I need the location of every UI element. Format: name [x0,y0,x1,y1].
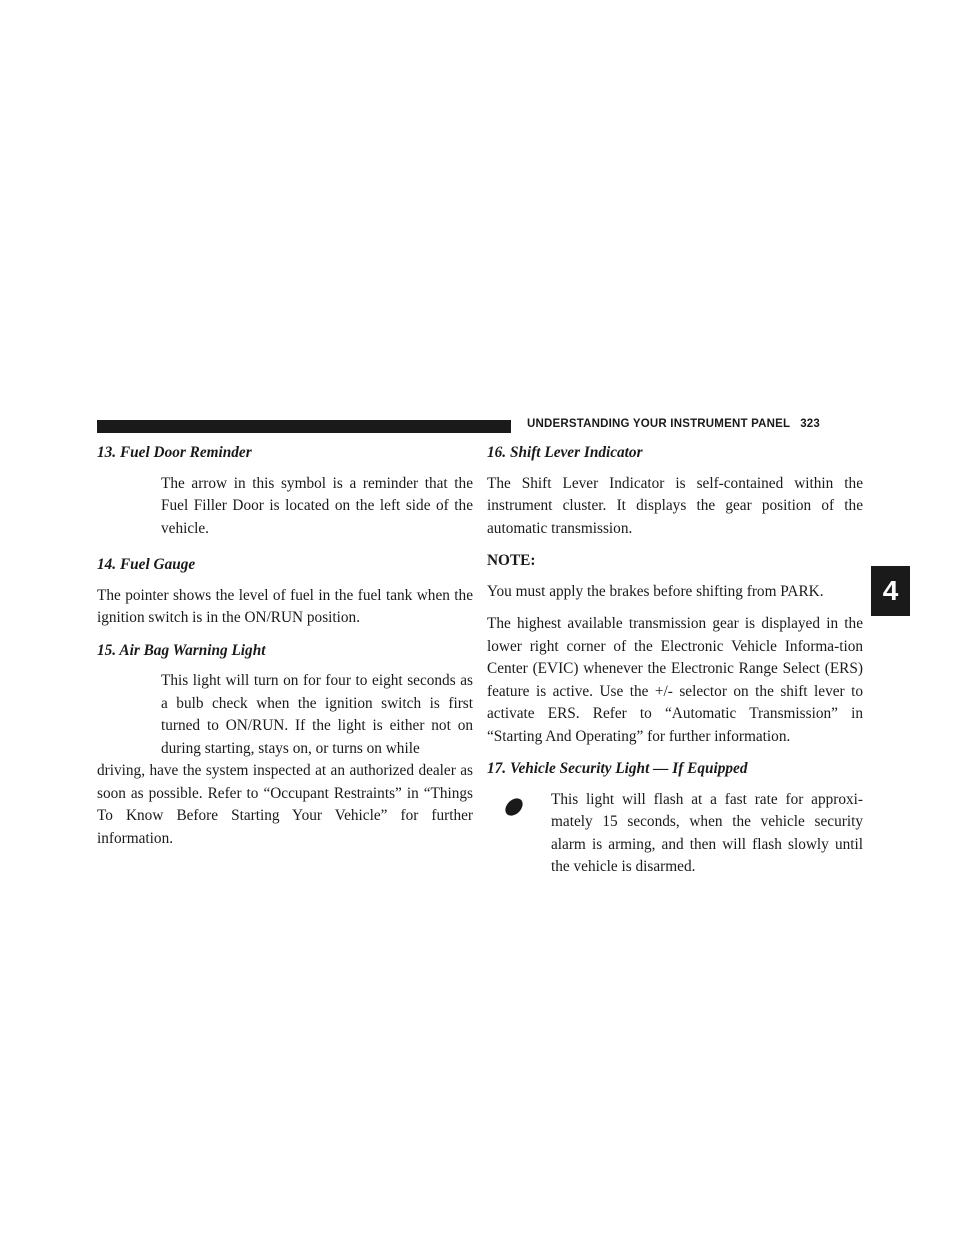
section-14-heading: 14. Fuel Gauge [97,556,196,573]
section-15-text-full: driving, have the system inspected at an authorized dealer as soon as possible. Refer to “Occupant Restraints” in “Things To Know Before Starting Your Vehicle” for further information. [97,762,473,847]
section-16-text-2: The highest available transmission gear is displayed in the lower right corner of the Electronic Vehicle Informa-tion Center (EVIC) whenever the Electronic Range Select (ERS) feature is active. Use the +/- selector on the shift lever to activate ERS. Refer to “Automatic Transmission” in “Starting And Operating” for further information. [487,615,863,745]
section-17-heading: 17. Vehicle Security Light — If Equipped [487,760,748,777]
section-15-text-indented: This light will turn on for four to eight seconds as a bulb check when the ignition switch is first turned to ON/RUN. If the light is either not on during starting, stays on, or turns on while [161,672,473,757]
security-light-icon [502,794,526,818]
section-16-text: The Shift Lever Indicator is self-contained within the instrument cluster. It displays the gear position of the automatic transmission. [487,474,863,537]
header-title: UNDERSTANDING YOUR INSTRUMENT PANEL [527,418,791,430]
section-17-text: This light will flash at a fast rate for approxi-mately 15 seconds, when the vehicle security alarm is arming, and then will flash slowly until the vehicle is disarmed. [551,790,863,875]
section-16-heading: 16. Shift Lever Indicator [487,444,643,461]
section-13-text: The arrow in this symbol is a reminder that the Fuel Filler Door is located on the left side of the vehicle. [161,474,473,537]
running-header [527,418,820,430]
section-15-heading: 15. Air Bag Warning Light [97,641,266,659]
note-label: NOTE: [487,552,536,569]
chapter-tab: 4 [871,566,910,616]
right-column [487,442,863,879]
note-text: You must apply the brakes before shifting from PARK. [487,582,824,600]
page-number: 323 [800,418,820,430]
left-column [97,442,473,860]
section-14-text: The pointer shows the level of fuel in the fuel tank when the ignition switch is in the ON/RUN position. [97,586,473,626]
header-rule [97,420,511,433]
section-17-block [487,789,863,879]
section-13-heading: 13. Fuel Door Reminder [97,444,252,461]
